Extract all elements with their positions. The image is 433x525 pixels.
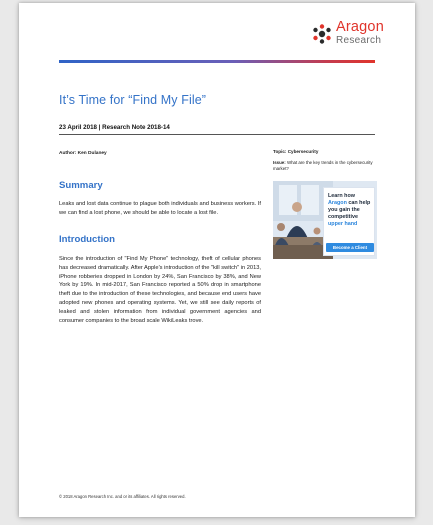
logo-sub-text: Research (336, 34, 382, 46)
topic-line (273, 149, 377, 155)
header-divider (59, 134, 375, 135)
advertisement-banner[interactable] (273, 181, 377, 259)
document-dateline: 23 April 2018 | Research Note 2018-14 (59, 124, 170, 131)
copyright-footer: © 2018 Aragon Research Inc. and or its affiliates. All rights reserved. (59, 494, 186, 499)
logo-brand-text: Aragon (336, 19, 384, 35)
introduction-heading: Introduction (59, 234, 115, 245)
ad-highlight: upper hand (328, 221, 358, 228)
summary-heading: Summary (59, 180, 103, 191)
issue-value: What are the key trends in the cybersecurity market? (273, 160, 373, 172)
topic-value: Cybersecurity (287, 149, 319, 154)
document-title: It’s Time for “Find My File” (59, 93, 207, 107)
summary-paragraph: Leaks and lost data continue to plague both individuals and business workers. If we can find a lost phone, we should be able to locate a lost file. (59, 201, 261, 216)
ad-brand: Aragon (328, 200, 347, 207)
header-gradient-bar (59, 60, 375, 63)
issue-line (273, 160, 377, 172)
aragon-logo (311, 20, 393, 54)
issue-label: Issue: (273, 160, 286, 165)
introduction-paragraph: Since the introduction of "Find My Phone" technology, theft of cellular phones has decreased dramatically. After Apple's introduction of the "kill switch" in 2013, iPhone robberies dropped in London by 24%, San Francisco by 38%, and New York by 19%. In mid-2017, San Francisco reported a 50% drop in smartphone theft due to the introduction of these technologies, and because end users have adopted new phones and operating systems. Yet, we still see daily reports of leaked and stolen information from individual government agencies and consumer companies to the broad scale WikiLeaks trove. (59, 256, 261, 324)
ad-card (323, 187, 375, 256)
document-page (19, 3, 415, 517)
ad-text-line1: Learn how (328, 193, 355, 199)
aragon-logo-icon (311, 23, 333, 45)
become-client-button[interactable]: Become a Client (326, 243, 374, 252)
ad-text-line2: can help you gain the competitive (328, 200, 371, 221)
author-line: Author: Ken Dulaney (59, 151, 107, 156)
topic-label: Topic: (273, 149, 287, 154)
